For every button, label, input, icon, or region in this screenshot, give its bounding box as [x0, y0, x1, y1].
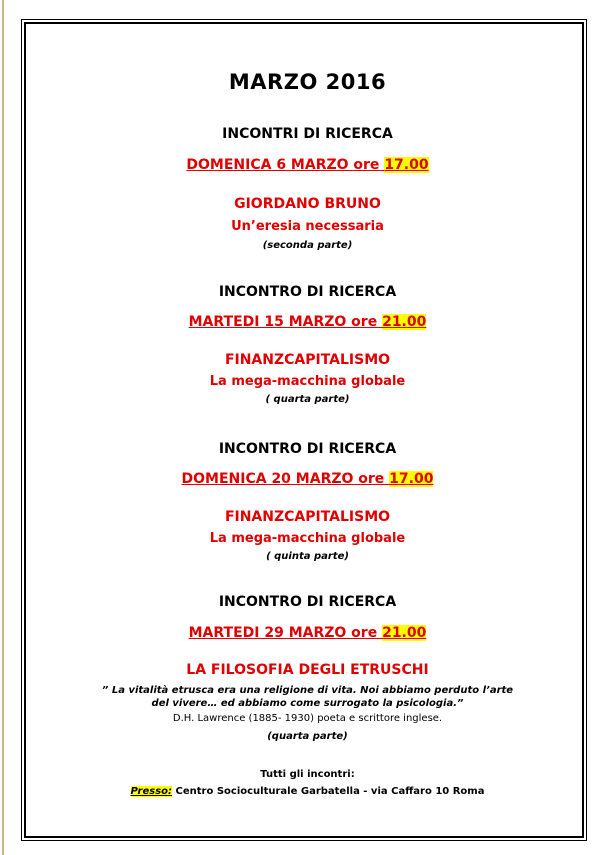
event-3-kind: INCONTRO DI RICERCA: [218, 441, 397, 457]
event-1-kind: INCONTRI DI RICERCA: [222, 126, 393, 142]
event-2-topic: FINANZCAPITALISMO: [224, 352, 391, 368]
page-title: MARZO 2016: [228, 70, 387, 94]
event-3-part: ( quinta parte): [266, 551, 349, 562]
event-2-date: [30, 314, 585, 330]
event-3-date-text: DOMENICA 20 MARZO ore: [181, 471, 390, 487]
event-2-time: 21.00: [382, 314, 427, 330]
event-1-subtitle: Un’eresia necessaria: [231, 219, 384, 234]
event-3-time: 17.00: [389, 471, 434, 487]
event-2-subtitle: La mega-macchina globale: [209, 374, 406, 389]
event-1-topic: GIORDANO BRUNO: [234, 196, 381, 212]
venue-address: Centro Socioculturale Garbatella - via Caffaro 10 Roma: [172, 786, 485, 797]
presso-label: Presso:: [130, 786, 173, 797]
event-4-topic: LA FILOSOFIA DEGLI ETRUSCHI: [186, 662, 429, 678]
event-4-time: 21.00: [382, 625, 427, 641]
event-2-kind: INCONTRO DI RICERCA: [218, 284, 397, 300]
event-1-part: (seconda parte): [262, 240, 353, 251]
event-2-part: ( quarta parte): [265, 394, 350, 405]
left-margin-rule: [2, 0, 4, 855]
event-3-date: [30, 471, 585, 487]
event-4-author: D.H. Lawrence (1885- 1930) poeta e scrittore inglese.: [172, 713, 443, 724]
event-1-time: 17.00: [384, 157, 429, 173]
event-2-date-text: MARTEDI 15 MARZO ore: [188, 314, 383, 330]
event-4-quote-line-1: ” La vitalità etrusca era una religione di vita. Noi abbiamo perduto l’arte: [101, 685, 514, 696]
event-4-date: [30, 625, 585, 641]
event-3-topic: FINANZCAPITALISMO: [224, 509, 391, 525]
event-4-date-text: MARTEDI 29 MARZO ore: [188, 625, 383, 641]
event-1-date-text: DOMENICA 6 MARZO ore: [186, 157, 385, 173]
event-4-quote-line-2: del vivere… ed abbiamo come surrogato la psicologia.”: [151, 698, 464, 709]
event-4-kind: INCONTRO DI RICERCA: [218, 594, 397, 610]
event-4-part: (quarta parte): [267, 731, 348, 742]
venue-line: [30, 786, 585, 797]
all-meetings-label: Tutti gli incontri:: [260, 769, 355, 780]
event-3-subtitle: La mega-macchina globale: [209, 531, 406, 546]
event-1-date: [30, 157, 585, 173]
